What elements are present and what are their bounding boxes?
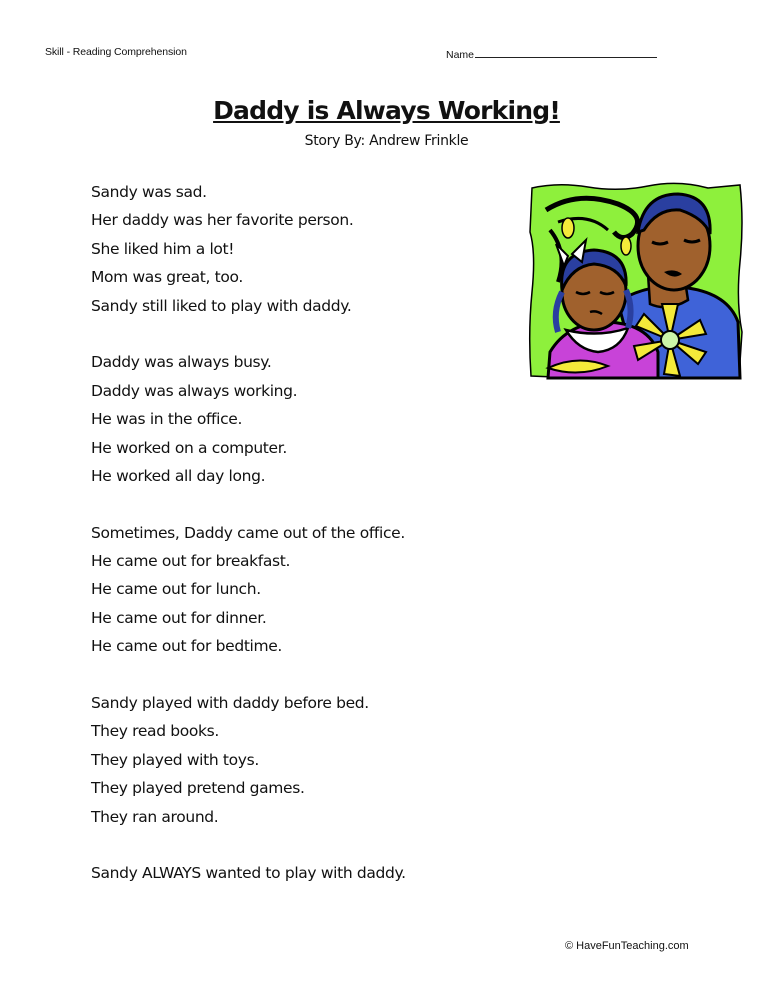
story-line: They played with toys.: [91, 750, 259, 769]
story-line: They ran around.: [91, 807, 219, 826]
name-field: [446, 46, 657, 61]
story-line: They played pretend games.: [91, 779, 305, 798]
story-line: Sandy ALWAYS wanted to play with daddy.: [91, 864, 406, 883]
story-line: Mom was great, too.: [91, 268, 243, 287]
story-line: Her daddy was her favorite person.: [91, 211, 354, 230]
paragraph-gap: [91, 831, 511, 859]
story-title: Daddy is Always Working!: [213, 96, 560, 125]
story-line: She liked him a lot!: [91, 239, 235, 258]
paragraph-gap: [91, 490, 511, 518]
story-line: He worked all day long.: [91, 466, 266, 485]
father-daughter-illustration: [528, 182, 744, 380]
copyright-footer: © HaveFunTeaching.com: [565, 940, 689, 952]
story-byline: Story By: Andrew Frinkle: [304, 133, 469, 149]
story-line: Sometimes, Daddy came out of the office.: [91, 523, 405, 542]
story-line: Sandy still liked to play with daddy.: [91, 296, 352, 315]
story-line: He was in the office.: [91, 410, 243, 429]
story-line: Sandy was sad.: [91, 183, 207, 201]
paragraph-4: [91, 689, 511, 831]
name-label: Name: [446, 49, 475, 61]
paragraph-gap: [91, 320, 511, 348]
paragraph-1: [91, 178, 511, 320]
story-line: He came out for dinner.: [91, 608, 267, 627]
story-line: Daddy was always busy.: [91, 353, 272, 372]
name-blank-line: [475, 46, 657, 58]
story-line: He came out for lunch.: [91, 580, 261, 599]
story-line: They read books.: [91, 722, 219, 741]
story-line: He came out for breakfast.: [91, 552, 291, 571]
skill-label: Skill - Reading Comprehension: [45, 46, 187, 58]
paragraph-5: [91, 859, 511, 887]
story-line: Daddy was always working.: [91, 381, 298, 400]
story-line: He came out for bedtime.: [91, 637, 283, 656]
paragraph-gap: [91, 661, 511, 689]
paragraph-2: [91, 348, 511, 490]
paragraph-3: [91, 519, 511, 661]
story-body: [91, 178, 511, 888]
story-line: Sandy played with daddy before bed.: [91, 694, 369, 713]
story-line: He worked on a computer.: [91, 438, 287, 457]
